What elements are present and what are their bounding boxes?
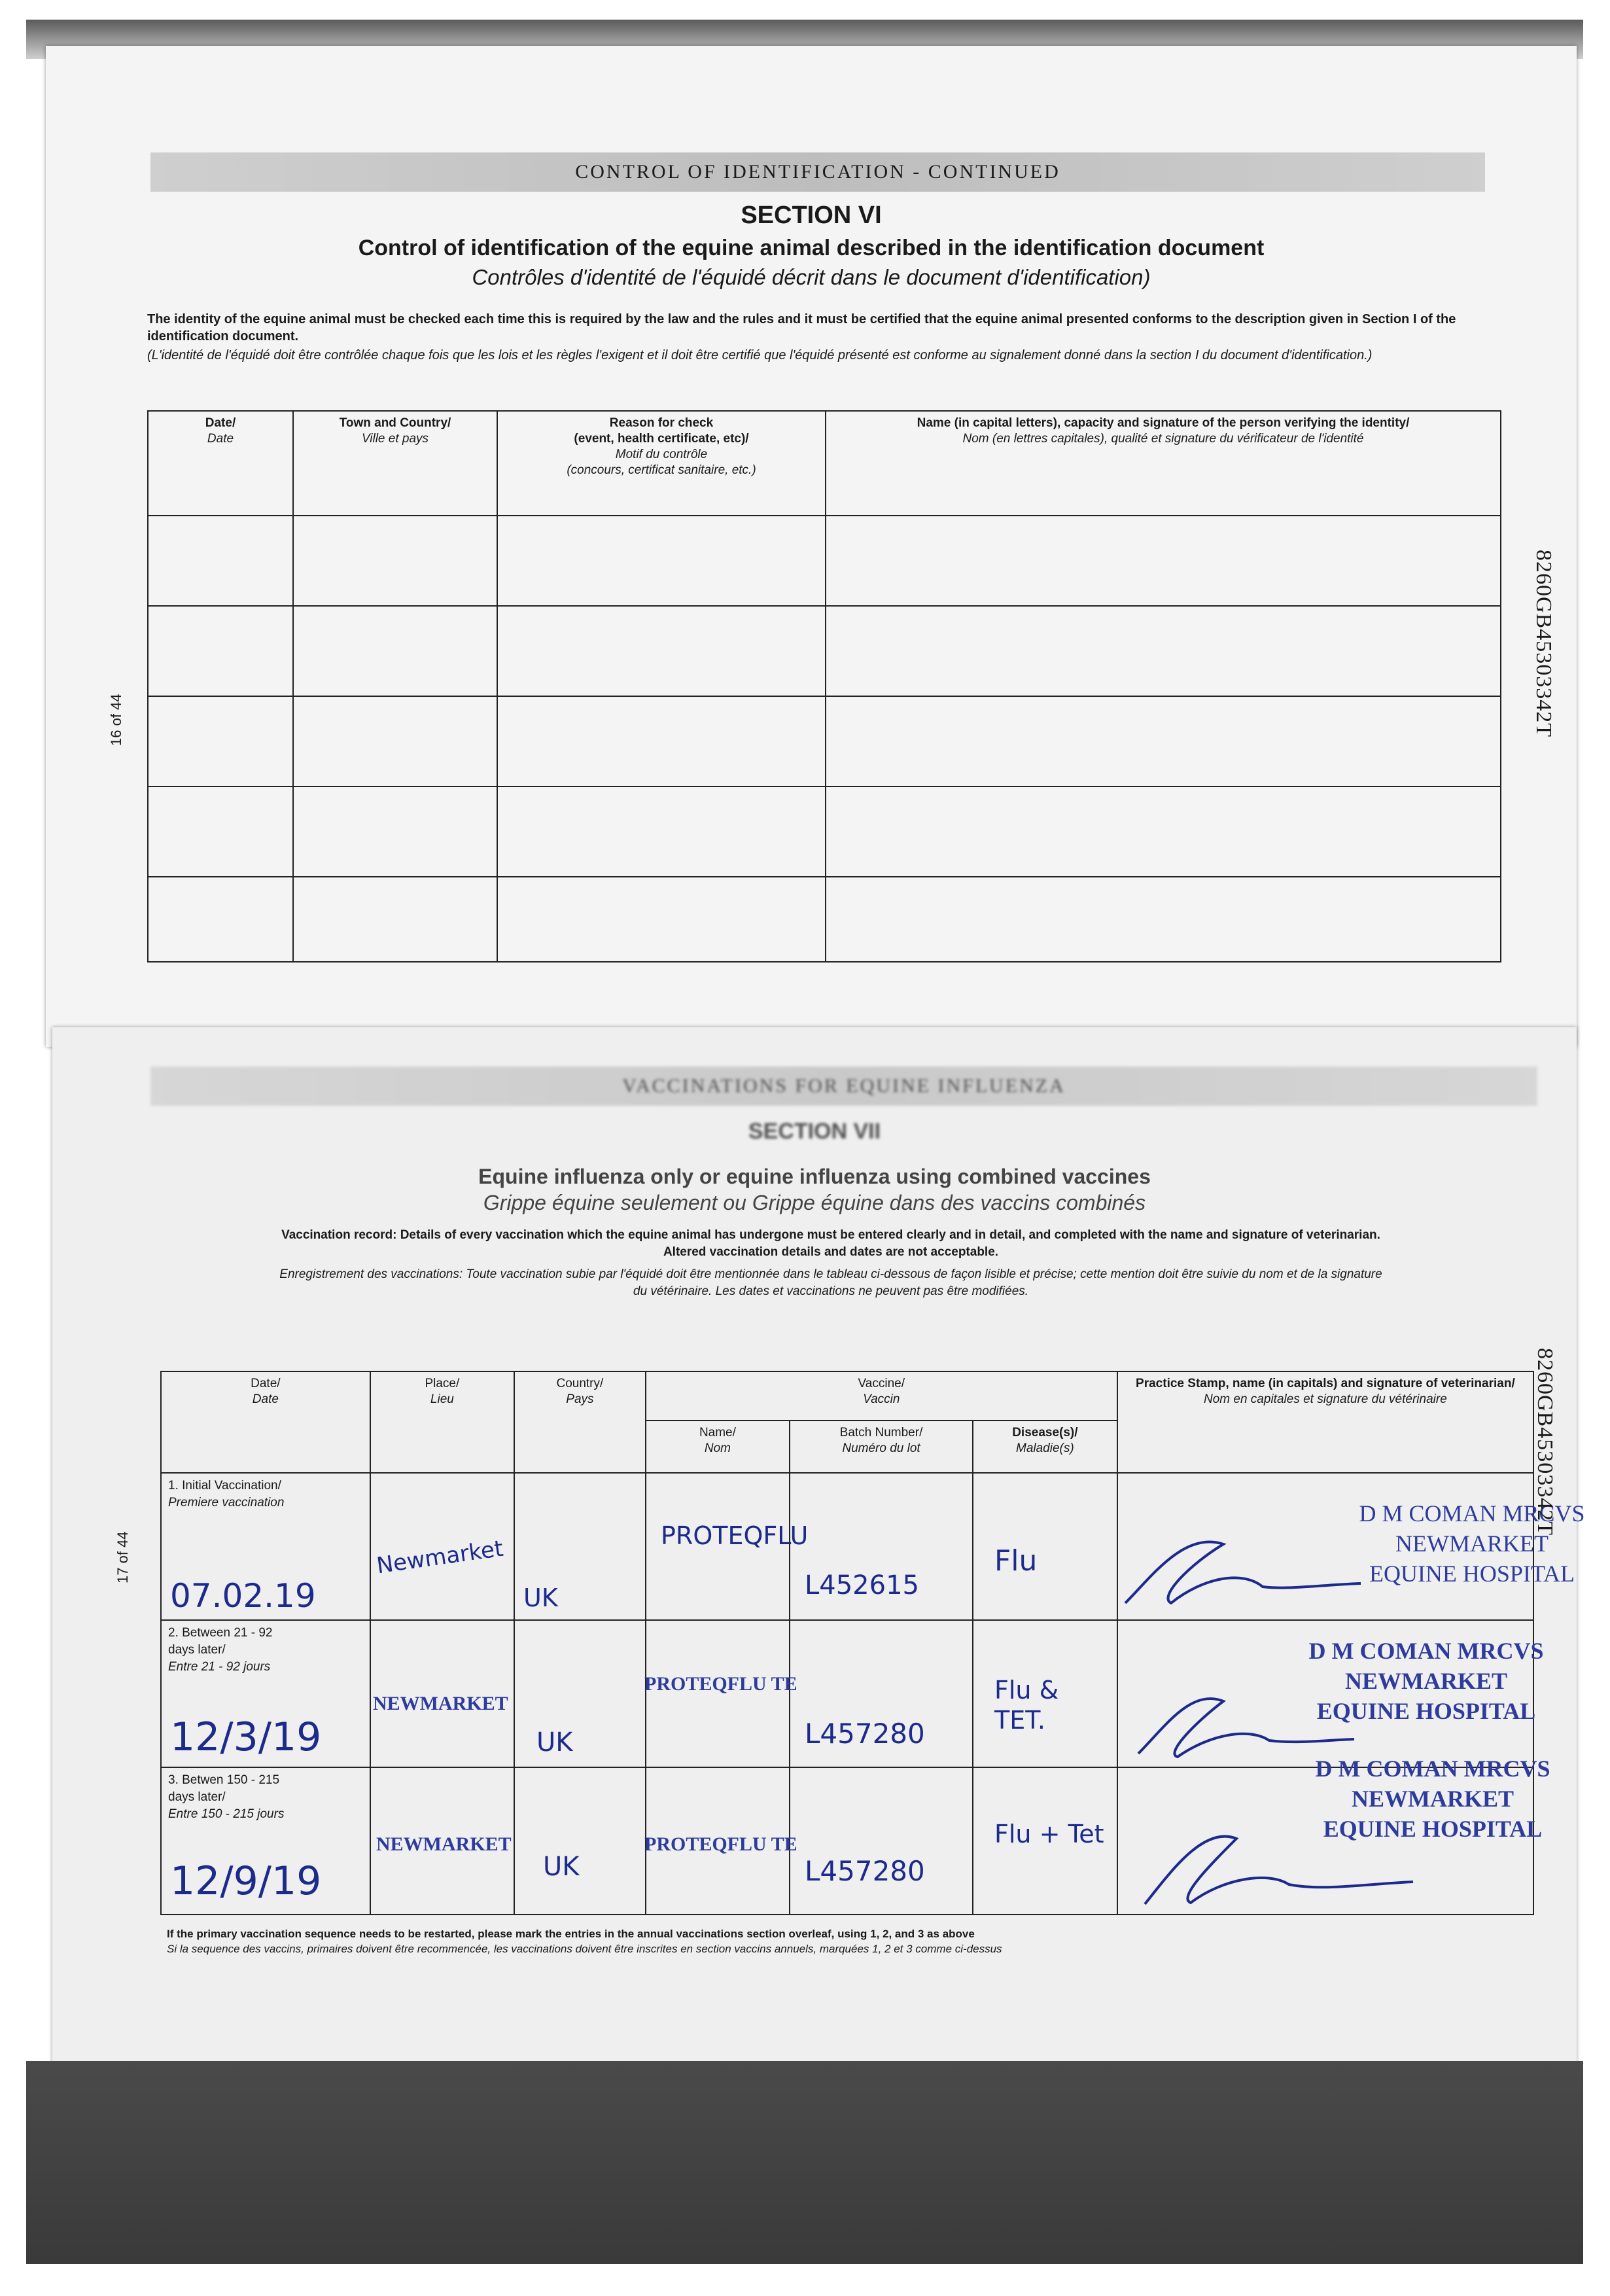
footer-french: Si la sequence des vaccins, primaires doivent être recommencée, les vaccinations doivent être inscrites en section vaccins annuels, marquées 1, 2 et 3 comme ci-dessus: [167, 1943, 1002, 1955]
header-disease: [973, 1421, 1117, 1473]
header-label: Country/: [556, 1377, 604, 1390]
table-cell: [497, 786, 826, 877]
table-cell: [497, 696, 826, 786]
table-cell: [826, 606, 1501, 696]
header-label-fr-2: (concours, certificat sanitaire, etc.): [567, 463, 756, 477]
handwritten-disease: Flu + Tet: [994, 1820, 1104, 1848]
header-vaccine: [646, 1371, 1117, 1421]
table-row: [148, 877, 1501, 962]
stamp-line: D M COMAN MRCVS: [1308, 1638, 1544, 1664]
table-cell: [826, 516, 1501, 606]
table-cell: [497, 516, 826, 606]
header-practice-stamp: [1117, 1371, 1533, 1473]
header-label-fr: Nom (en lettres capitales), qualité et signature du vérificateur de l'identité: [962, 432, 1364, 446]
header-label: Place/: [425, 1377, 460, 1390]
table-cell: [148, 606, 293, 696]
table-row: [148, 696, 1501, 786]
stamp-line: D M COMAN MRCVS: [1315, 1756, 1550, 1782]
banner-text: CONTROL OF IDENTIFICATION - CONTINUED: [575, 161, 1060, 183]
handwritten-disease: Flu & TET.: [994, 1676, 1059, 1735]
page-number: 16 of 44: [108, 694, 124, 746]
page-17: [52, 1027, 1585, 2074]
header-batch-number: [790, 1421, 973, 1473]
header-label-fr: Vaccin: [863, 1392, 900, 1406]
stamp-line: EQUINE HOSPITAL: [1323, 1816, 1543, 1842]
table-cell: [497, 877, 826, 962]
stamp-line: EQUINE HOSPITAL: [1369, 1561, 1575, 1587]
header-label-fr: Lieu: [430, 1392, 454, 1406]
document-code: 8260GB45303342T: [1533, 1348, 1557, 1536]
stamp-line: EQUINE HOSPITAL: [1316, 1698, 1536, 1724]
table-cell: [148, 516, 293, 606]
table-cell: [826, 786, 1501, 877]
stamped-vaccine-name: PROTEQFLU TE: [644, 1673, 797, 1695]
identity-check-table: [147, 410, 1501, 963]
table-header-row: [148, 411, 1501, 516]
record-french-text-2: du vétérinaire. Les dates et vaccinations ne peuvent pas être modifiées.: [633, 1284, 1029, 1298]
row-label-2: days later/: [168, 1790, 226, 1804]
record-english-text-2: Altered vaccination details and dates are not acceptable.: [663, 1245, 999, 1259]
header-reason: [497, 411, 826, 516]
table-cell: [293, 696, 497, 786]
stamp-line: NEWMARKET: [1344, 1668, 1507, 1694]
header-label: Name/: [699, 1426, 736, 1439]
header-label-fr: Numéro du lot: [842, 1441, 920, 1455]
table-cell: [293, 877, 497, 962]
header-label: Vaccine/: [858, 1377, 905, 1390]
handwritten-batch: L457280: [805, 1855, 925, 1887]
table-cell: [293, 516, 497, 606]
table-cell: [826, 877, 1501, 962]
page-16: [46, 46, 1577, 1047]
table-cell: [826, 696, 1501, 786]
handwritten-date: 07.02.19: [170, 1577, 316, 1615]
header-label-fr: Ville et pays: [361, 432, 429, 446]
instruction-english: The identity of the equine animal must be checked each time this is required by the law and the rules and it must be certified that the equine animal presented conforms to the description given in Section I of the identification document.: [147, 312, 1456, 344]
stamp-line: NEWMARKET: [1351, 1786, 1514, 1812]
row-label: 2. Between 21 - 92: [168, 1626, 273, 1640]
handwritten-vaccine-name: PROTEQFLU: [661, 1521, 809, 1550]
header-label: Name (in capital letters), capacity and signature of the person verifying the identity/: [917, 416, 1410, 430]
stamped-vaccine-name: PROTEQFLU TE: [644, 1833, 797, 1855]
title-french: Contrôles d'identité de l'équidé décrit dans le document d'identification): [472, 265, 1151, 289]
handwritten-place: Newmarket: [375, 1535, 505, 1580]
record-english-text: Vaccination record: Details of every vaccination which the equine animal has undergone must be entered clearly and in detail, and completed with the name and signature of veterinarian.: [281, 1228, 1380, 1242]
title-french: Grippe équine seulement ou Grippe équine dans des vaccins combinés: [483, 1191, 1146, 1214]
handwritten-batch: L457280: [805, 1718, 925, 1750]
record-french: [150, 1266, 1511, 1300]
stamp-line: NEWMARKET: [1395, 1530, 1549, 1557]
table-header-row: [161, 1371, 1533, 1421]
handwritten-date: 12/9/19: [170, 1858, 322, 1904]
title-english: Equine influenza only or equine influenza using combined vaccines: [478, 1165, 1151, 1188]
country-cell: [514, 1620, 646, 1767]
stamped-place: NEWMARKET: [376, 1833, 512, 1855]
batch-cell: [790, 1767, 973, 1915]
handwritten-batch: L452615: [805, 1570, 919, 1600]
header-label-fr: Pays: [566, 1392, 594, 1406]
header-label: Batch Number/: [839, 1426, 923, 1439]
table-cell: [148, 786, 293, 877]
handwritten-country: UK: [543, 1852, 580, 1882]
country-cell: [514, 1767, 646, 1915]
banner-text: VACCINATIONS FOR EQUINE INFLUENZA: [622, 1075, 1066, 1097]
header-vaccine-name: [646, 1421, 790, 1473]
header-label-2: (event, health certificate, etc)/: [574, 432, 749, 446]
header-label: Town and Country/: [339, 416, 451, 430]
header-label: Date/: [251, 1377, 281, 1390]
table-row: [148, 786, 1501, 877]
header-date: [148, 411, 293, 516]
document-code: 8260GB45303342T: [1531, 550, 1556, 737]
page-number: 17 of 44: [114, 1531, 131, 1583]
header-label: Disease(s)/: [1012, 1426, 1078, 1439]
table-cell: [148, 877, 293, 962]
title-english: Control of identification of the equine animal described in the identification document: [358, 236, 1265, 260]
header-place: [370, 1371, 514, 1473]
handwritten-country: UK: [523, 1583, 558, 1612]
row-label: 3. Betwen 150 - 215: [168, 1773, 280, 1787]
header-label-fr: Motif du contrôle: [615, 448, 708, 461]
handwritten-disease: Flu: [994, 1544, 1038, 1578]
row-label-2: days later/: [168, 1643, 226, 1657]
vet-signature: [1132, 1819, 1420, 1917]
section-banner: [150, 152, 1485, 192]
table-cell: [293, 606, 497, 696]
table-cell: [148, 696, 293, 786]
record-french-text: Enregistrement des vaccinations: Toute vaccination subie par l'équidé doit être mentionnée dans le tableau ci-dessous de façon lisible et précise; cette mention doit être suivie du nom et de la signature: [279, 1267, 1382, 1281]
section-banner: [150, 1067, 1537, 1106]
table-cell: [293, 786, 497, 877]
scan-edge-bottom: [26, 2061, 1583, 2264]
instruction-french: (L'identité de l'équidé doit être contrôlée chaque fois que les lois et les règles l'exigent et il doit être certifié que l'équidé présenté est conforme au signalement donné dans la section I du document d'identification.): [147, 348, 1373, 362]
header-country: [514, 1371, 646, 1473]
stamped-place: NEWMARKET: [373, 1693, 508, 1714]
header-label: Practice Stamp, name (in capitals) and signature of veterinarian/: [1136, 1377, 1515, 1390]
section-heading: SECTION VII: [748, 1119, 881, 1144]
handwritten-date: 12/3/19: [170, 1714, 322, 1760]
handwritten-country: UK: [536, 1727, 573, 1757]
header-label: Reason for check: [609, 416, 714, 430]
header-verifier: [826, 411, 1501, 516]
row-label-fr: Entre 150 - 215 jours: [168, 1807, 285, 1821]
header-label-fr: Nom: [704, 1441, 731, 1455]
table-cell: [497, 606, 826, 696]
table-row: [148, 516, 1501, 606]
header-label-fr: Nom en capitales et signature du vétérinaire: [1204, 1392, 1447, 1406]
row-label: 1. Initial Vaccination/: [168, 1479, 281, 1492]
header-town-country: [293, 411, 497, 516]
vet-signature: [1112, 1525, 1374, 1616]
header-date: [161, 1371, 370, 1473]
record-english: [150, 1227, 1511, 1261]
header-label-fr: Date: [207, 432, 234, 446]
header-label-fr: Date: [252, 1392, 279, 1406]
row-label-fr: Entre 21 - 92 jours: [168, 1660, 271, 1674]
table-row: [148, 606, 1501, 696]
stamp-line: D M COMAN MRCVS: [1359, 1500, 1585, 1527]
header-label: Date/: [205, 416, 236, 430]
footer-english: If the primary vaccination sequence needs to be restarted, please mark the entries in the annual vaccinations section overleaf, using 1, 2, and 3 as above: [167, 1928, 975, 1940]
header-label-fr: Maladie(s): [1016, 1441, 1074, 1455]
row-label-fr: Premiere vaccination: [168, 1496, 285, 1510]
section-heading: SECTION VI: [741, 202, 882, 229]
